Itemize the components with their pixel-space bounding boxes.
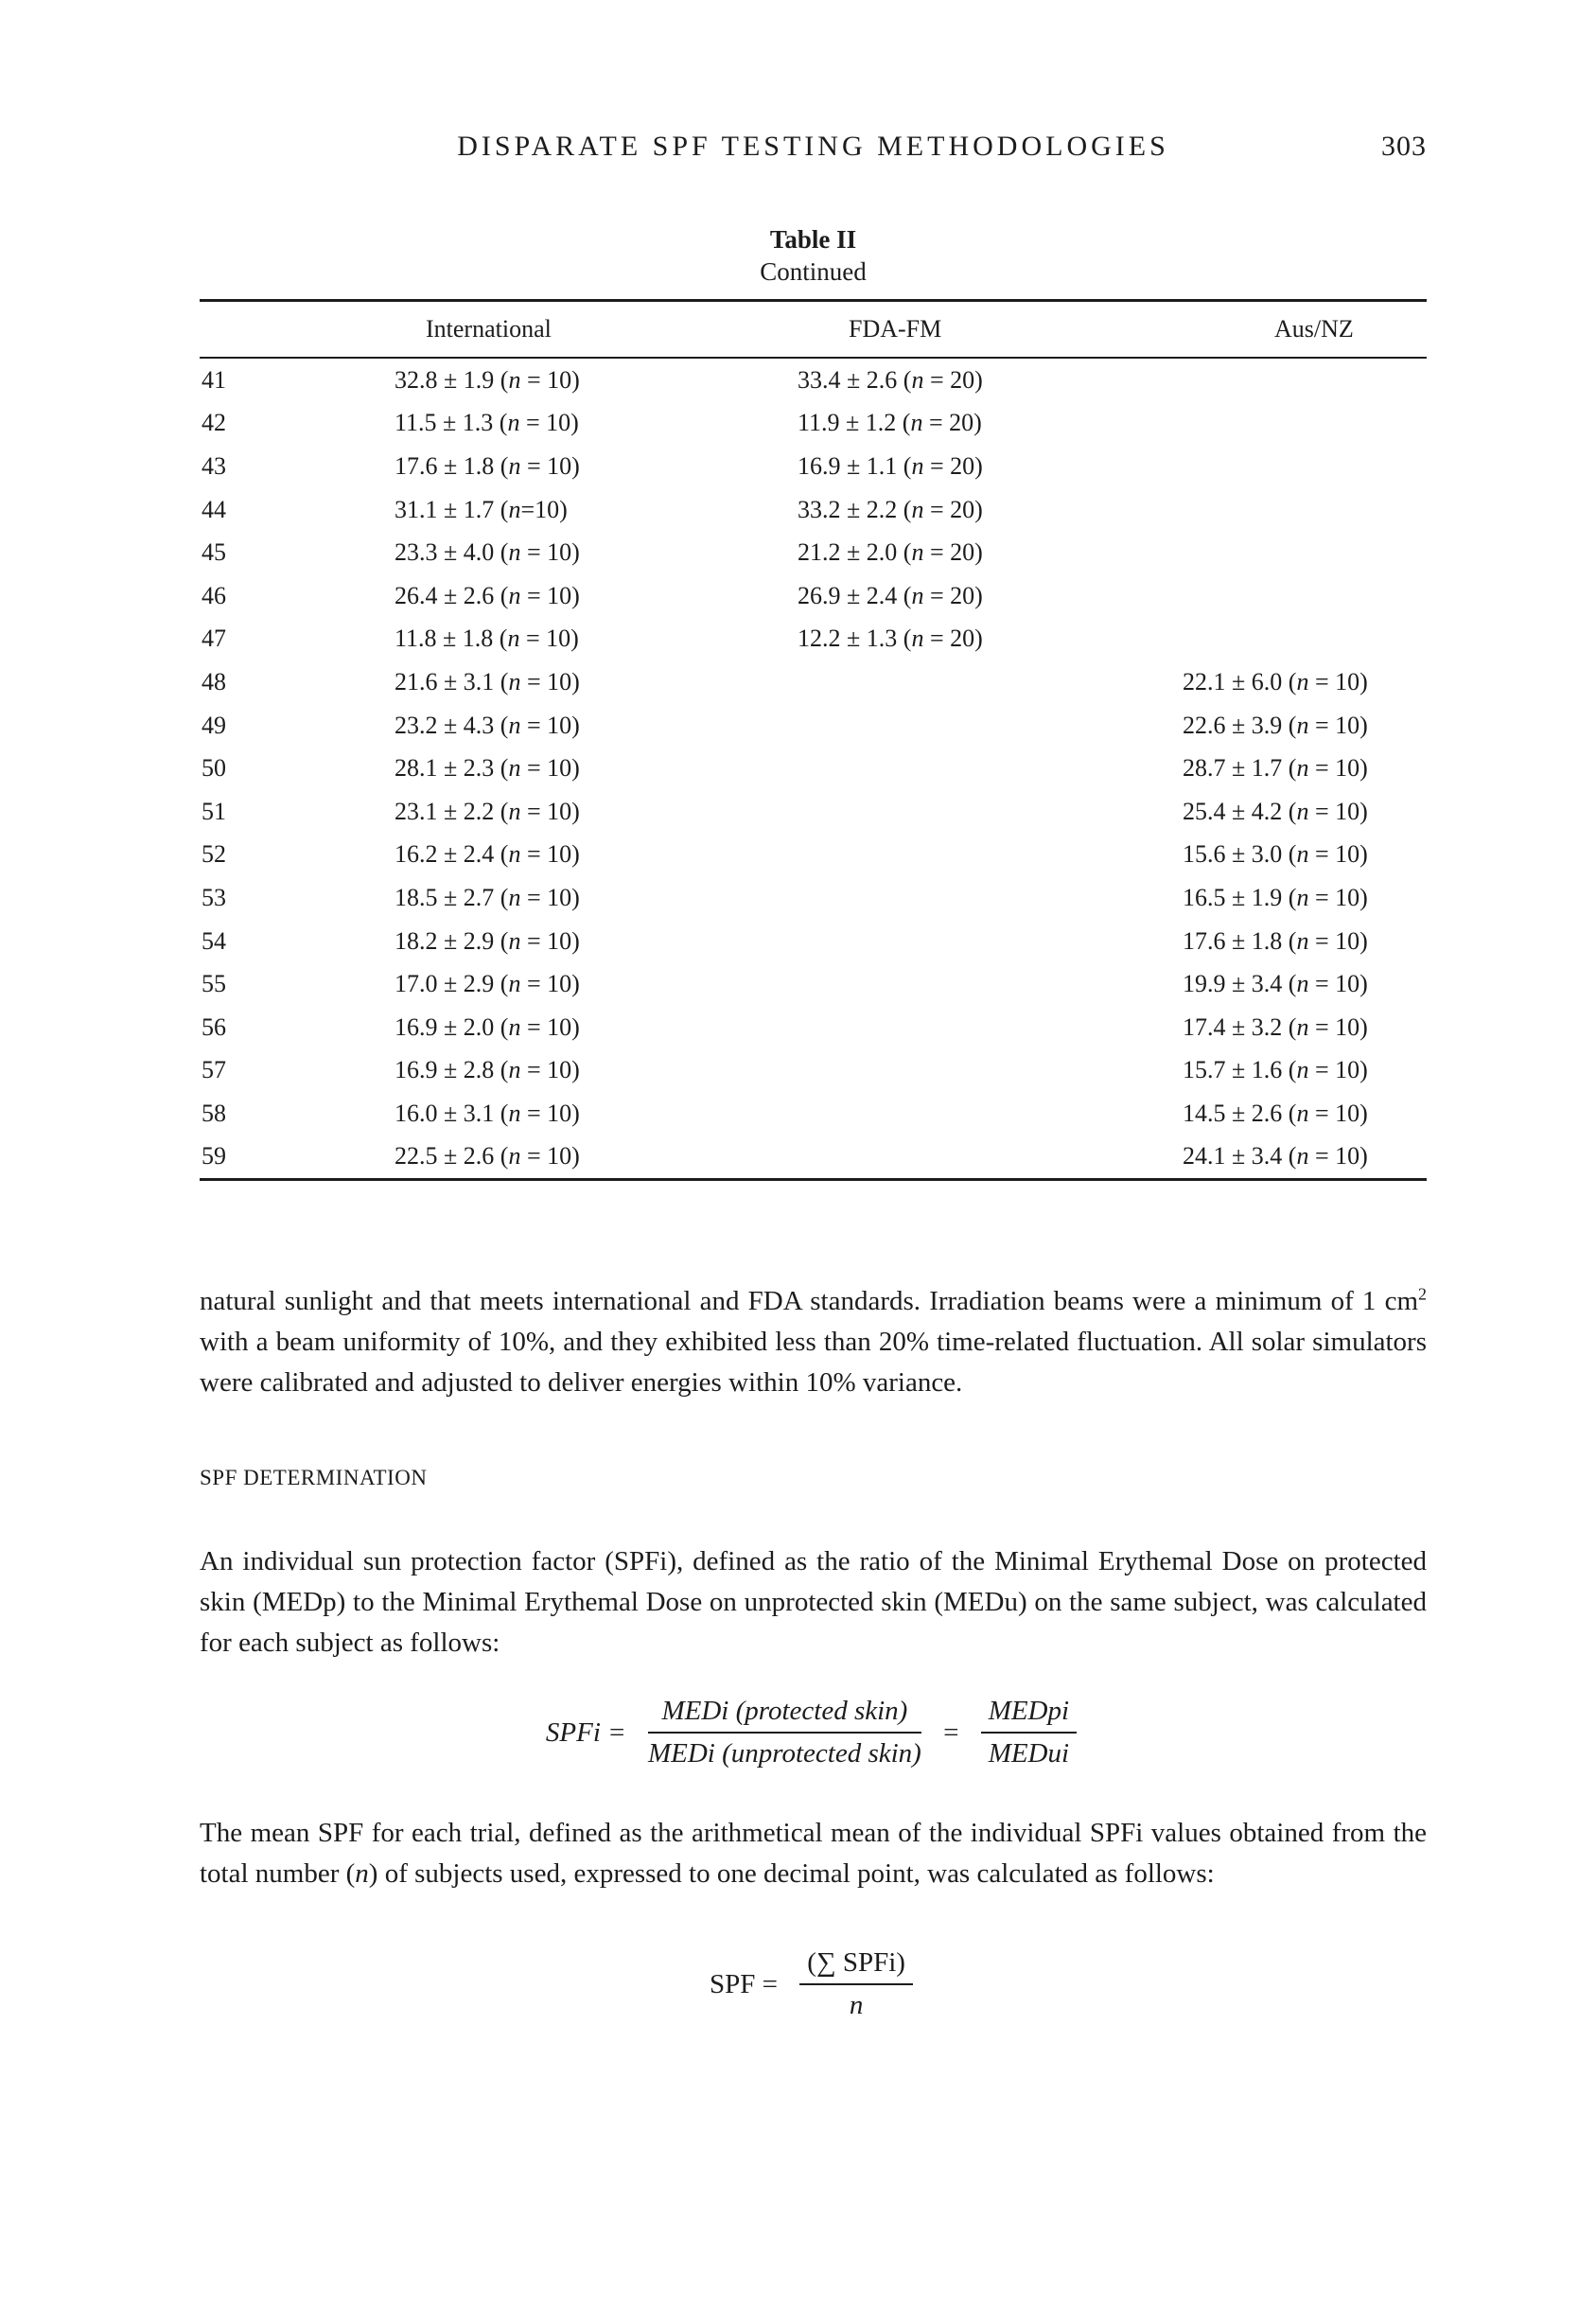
row-number: 44: [202, 495, 226, 523]
row-number: 55: [202, 970, 226, 998]
table-row: [200, 359, 1427, 402]
fda-fm-value: 26.9 ± 2.4 (n = 20): [798, 581, 983, 609]
international-value: 18.2 ± 2.9 (n = 10): [395, 926, 580, 955]
mean-spf-fraction-denominator: n: [849, 1990, 864, 2021]
row-number: 41: [202, 365, 226, 394]
italic-n: n: [355, 1858, 369, 1890]
aus-nz-value: 22.6 ± 3.9 (n = 10): [1183, 711, 1368, 739]
aus-nz-value: 16.5 ± 1.9 (n = 10): [1183, 883, 1368, 911]
international-value: 11.8 ± 1.8 (n = 10): [395, 625, 579, 653]
table-row: [200, 1092, 1427, 1135]
spfi-formula: [200, 1696, 1427, 1769]
international-value: 23.2 ± 4.3 (n = 10): [395, 711, 580, 739]
row-number: 48: [202, 667, 226, 695]
international-value: 22.5 ± 2.6 (n = 10): [395, 1142, 580, 1171]
table-row: [200, 445, 1427, 488]
results-table-body: [200, 359, 1427, 1178]
column-header-international: International: [426, 315, 552, 343]
paragraph-mean-spf-text-b: ) of subjects used, expressed to one decimal point, was calculated as follows:: [368, 1858, 1215, 1890]
international-value: 16.2 ± 2.4 (n = 10): [395, 840, 580, 869]
aus-nz-value: 19.9 ± 3.4 (n = 10): [1183, 970, 1368, 998]
spfi-fraction-2-denominator: MEDui: [988, 1738, 1070, 1769]
row-number: 43: [202, 451, 226, 480]
paragraph-irradiation-text-a: natural sunlight and that meets international and FDA standards. Irradiation beams were a minimum of 1 cm: [200, 1286, 1419, 1317]
international-value: 17.0 ± 2.9 (n = 10): [395, 970, 580, 998]
international-value: 26.4 ± 2.6 (n = 10): [395, 581, 580, 609]
international-value: 18.5 ± 2.7 (n = 10): [395, 883, 580, 911]
row-number: 56: [202, 1012, 226, 1041]
aus-nz-value: 17.6 ± 1.8 (n = 10): [1183, 926, 1368, 955]
international-value: 31.1 ± 1.7 (n=10): [395, 495, 568, 523]
paragraph-irradiation: [200, 1281, 1427, 1403]
row-number: 53: [202, 883, 226, 911]
table-row: [200, 660, 1427, 704]
international-value: 16.9 ± 2.0 (n = 10): [395, 1012, 580, 1041]
table-row: [200, 1135, 1427, 1179]
superscript-2: 2: [1418, 1284, 1427, 1304]
table-header-row: [200, 302, 1427, 357]
paragraph-spfi-definition: An individual sun protection factor (SPFi), defined as the ratio of the Minimal Erythemal Dose on protected skin (MEDp) to the Minimal Erythemal Dose on unprotected skin (MEDu) on the same subject, was calculated for each subject as follows:: [200, 1546, 1427, 1659]
table-row: [200, 1006, 1427, 1049]
aus-nz-value: 14.5 ± 2.6 (n = 10): [1183, 1099, 1368, 1127]
table-row: [200, 790, 1427, 834]
table-row: [200, 488, 1427, 532]
international-value: 23.1 ± 2.2 (n = 10): [395, 797, 580, 825]
mean-spf-fraction-numerator: (∑ SPFi): [799, 1947, 913, 1985]
table-row: [200, 402, 1427, 446]
table-row: [200, 834, 1427, 877]
aus-nz-value: 28.7 ± 1.7 (n = 10): [1183, 754, 1368, 783]
table-row: [200, 747, 1427, 790]
fda-fm-value: 12.2 ± 1.3 (n = 20): [798, 625, 983, 653]
table-caption: [200, 223, 1427, 288]
aus-nz-value: 22.1 ± 6.0 (n = 10): [1183, 667, 1368, 695]
row-number: 58: [202, 1099, 226, 1127]
aus-nz-value: 24.1 ± 3.4 (n = 10): [1183, 1142, 1368, 1171]
mean-spf-fraction: [799, 1947, 913, 2021]
table-row: [200, 618, 1427, 661]
fda-fm-value: 11.9 ± 1.2 (n = 20): [798, 409, 982, 437]
row-number: 52: [202, 840, 226, 869]
spfi-fraction-1: [648, 1696, 921, 1769]
page-header: [200, 131, 1427, 168]
table-row: [200, 920, 1427, 963]
international-value: 32.8 ± 1.9 (n = 10): [395, 365, 580, 394]
international-value: 17.6 ± 1.8 (n = 10): [395, 451, 580, 480]
aus-nz-value: 17.4 ± 3.2 (n = 10): [1183, 1012, 1368, 1041]
row-number: 45: [202, 538, 226, 567]
spfi-formula-lhs: SPFi =: [545, 1716, 626, 1748]
row-number: 59: [202, 1142, 226, 1171]
table-row: [200, 574, 1427, 618]
table-bottom-rule: [200, 1178, 1427, 1181]
mean-spf-formula: [200, 1947, 1427, 2021]
spfi-formula-equals: =: [943, 1716, 959, 1748]
column-header-fda-fm: FDA-FM: [849, 315, 942, 343]
row-number: 50: [202, 754, 226, 783]
international-value: 21.6 ± 3.1 (n = 10): [395, 667, 580, 695]
aus-nz-value: 15.6 ± 3.0 (n = 10): [1183, 840, 1368, 869]
international-value: 16.0 ± 3.1 (n = 10): [395, 1099, 580, 1127]
table-2-block: [200, 223, 1427, 1181]
paragraph-mean-spf-text-a: The mean SPF for each trial, defined as the arithmetical mean of the individual SPFi values obtained from the total number (: [200, 1818, 1427, 1890]
row-number: 47: [202, 625, 226, 653]
spfi-fraction-1-denominator: MEDi (unprotected skin): [647, 1738, 921, 1769]
paragraph-irradiation-text-b: with a beam uniformity of 10%, and they exhibited less than 20% time-related fluctuation. All solar simulators were calibrated and adjusted to deliver energies within 10% variance.: [200, 1327, 1427, 1399]
table-caption-subtitle: Continued: [760, 257, 867, 286]
column-header-aus-nz: Aus/NZ: [1274, 315, 1354, 343]
international-value: 16.9 ± 2.8 (n = 10): [395, 1056, 580, 1084]
table-row: [200, 704, 1427, 748]
international-value: 23.3 ± 4.0 (n = 10): [395, 538, 580, 567]
fda-fm-value: 16.9 ± 1.1 (n = 20): [798, 451, 983, 480]
mean-spf-formula-lhs: SPF =: [710, 1968, 779, 1999]
aus-nz-value: 15.7 ± 1.6 (n = 10): [1183, 1056, 1368, 1084]
international-value: 11.5 ± 1.3 (n = 10): [395, 409, 579, 437]
section-heading-spf-determination: SPF DETERMINATION: [200, 1466, 428, 1490]
row-number: 46: [202, 581, 226, 609]
fda-fm-value: 21.2 ± 2.0 (n = 20): [798, 538, 983, 567]
table-caption-title: Table II: [769, 225, 857, 254]
running-title: DISPARATE SPF TESTING METHODOLOGIES: [457, 131, 1169, 162]
row-number: 49: [202, 711, 226, 739]
table-row: [200, 876, 1427, 920]
spfi-fraction-1-numerator: MEDi (protected skin): [648, 1696, 921, 1734]
spfi-fraction-2-numerator: MEDpi: [981, 1696, 1077, 1734]
table-row: [200, 531, 1427, 574]
aus-nz-value: 25.4 ± 4.2 (n = 10): [1183, 797, 1368, 825]
row-number: 51: [202, 797, 226, 825]
paragraph-mean-spf: [200, 1813, 1427, 1894]
row-number: 54: [202, 926, 226, 955]
table-row: [200, 962, 1427, 1006]
row-number: 57: [202, 1056, 226, 1084]
fda-fm-value: 33.2 ± 2.2 (n = 20): [798, 495, 983, 523]
page-number: 303: [1381, 131, 1427, 162]
table-row: [200, 1049, 1427, 1093]
fda-fm-value: 33.4 ± 2.6 (n = 20): [798, 365, 983, 394]
international-value: 28.1 ± 2.3 (n = 10): [395, 754, 580, 783]
row-number: 42: [202, 409, 226, 437]
spfi-fraction-2: [981, 1696, 1077, 1769]
